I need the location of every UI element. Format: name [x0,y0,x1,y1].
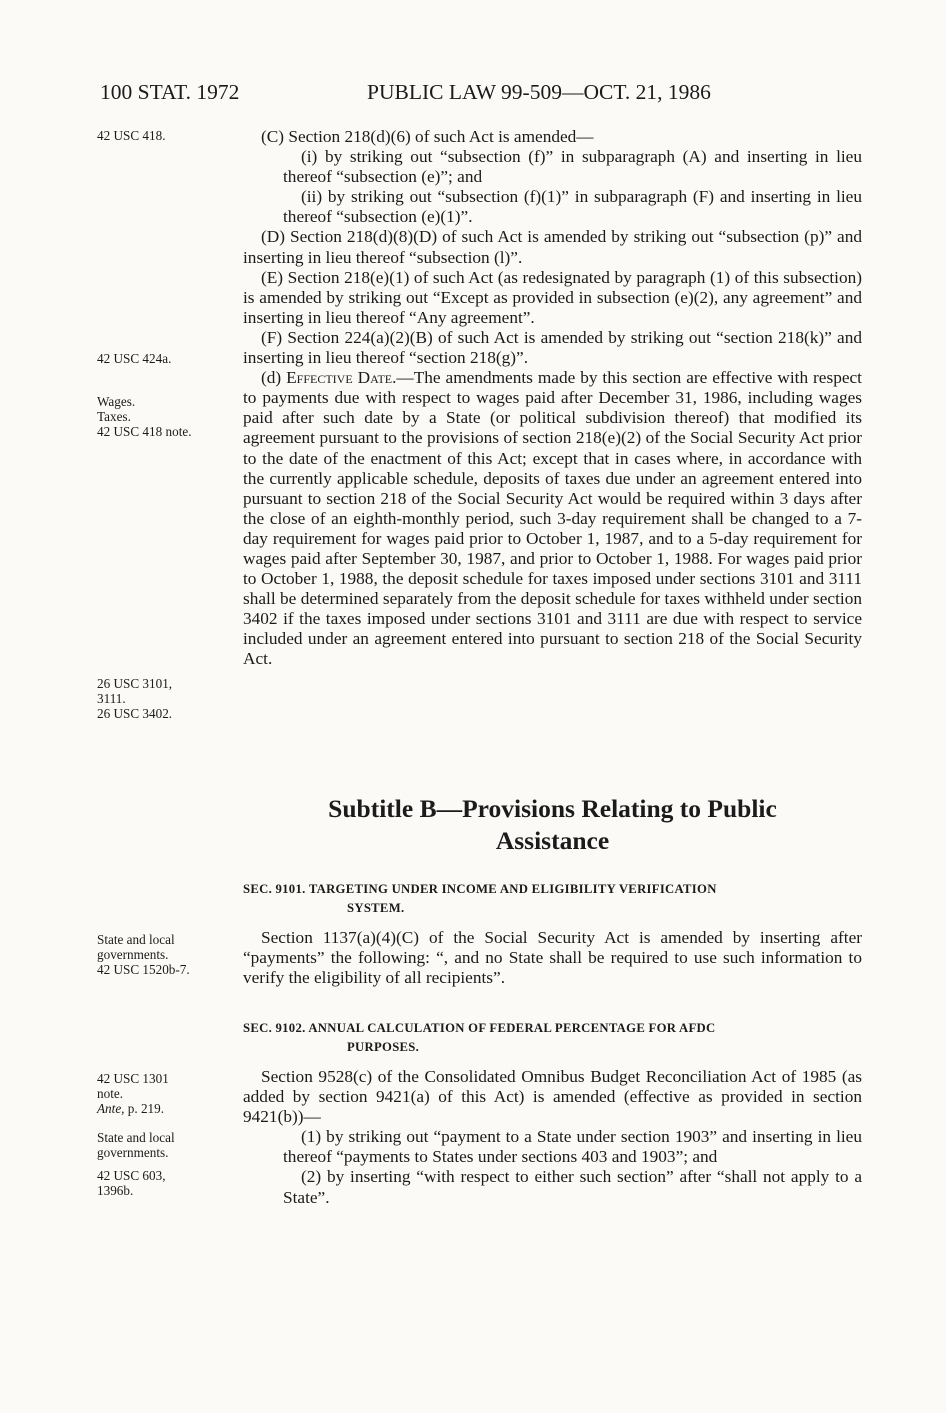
section-9101-heading [243,880,862,918]
stat-page-number: 100 STAT. 1972 [100,80,240,104]
margin-note-text: 42 USC 1301 [97,1071,169,1086]
margin-note-italic: Ante, [97,1101,125,1116]
margin-note-state-local-1 [97,932,227,977]
paragraph-e: (E) Section 218(e)(1) of such Act (as redesignated by paragraph (1) of this subsection) is amended by striking out “Except as provided in subsection (e)(2), any agreement” and inserting in lieu thereof “Any agreement”. [243,267,862,327]
subsection-effective-date [243,368,862,669]
margin-note-text: 42 USC 1520b-7. [97,962,190,977]
margin-note-42usc603 [97,1168,227,1198]
margin-note-26usc [97,676,227,721]
margin-note-state-local-2 [97,1130,227,1160]
margin-note-text: State and local [97,932,175,947]
margin-note-text: Wages. [97,394,136,409]
margin-note-42usc424a [97,351,227,366]
section-9101-text: Section 1137(a)(4)(C) of the Social Security Act is amended by inserting after “payments” the following: “, and no State shall be required to use such information to verify the eligibility of all recipients”. [243,928,862,988]
page-header [100,80,860,114]
section-9102-body [243,1067,862,1208]
section-9102-para-2: (2) by inserting “with respect to either such section” after “shall not apply to a State”. [283,1167,862,1207]
subtitle-line: Assistance [495,826,610,855]
margin-note-text: State and local [97,1130,175,1145]
section-9101-body [243,928,862,988]
subtitle-heading [243,793,862,857]
margin-note-text: 42 USC 424a. [97,351,172,366]
statute-body [243,127,862,670]
public-law-title: PUBLIC LAW 99-509—OCT. 21, 1986 [367,80,711,104]
subsection-label: (d) [261,368,287,388]
paragraph-d: (D) Section 218(d)(8)(D) of such Act is amended by striking out “subsection (p)” and inserting in lieu thereof “subsection (l)”. [243,227,862,267]
margin-note-wages-taxes [97,394,227,439]
margin-note-text: 26 USC 3101, [97,676,173,691]
paragraph-f: (F) Section 224(a)(2)(B) of such Act is amended by striking out “section 218(k)” and inserting in lieu thereof “section 218(g)”. [243,327,862,368]
clause-c-i: (i) by striking out “subsection (f)” in subparagraph (A) and inserting in lieu thereof “subsection (e)”; and [283,147,862,187]
margin-note-text: Taxes. [97,409,131,424]
margin-note-text: 42 USC 418. [97,128,166,143]
clause-c-ii: (ii) by striking out “subsection (f)(1)” in subparagraph (F) and inserting in lieu thereof “subsection (e)(1)”. [283,187,862,227]
section-9102-text: Section 9528(c) of the Consolidated Omnibus Budget Reconciliation Act of 1985 (as added by section 9421(a) of this Act) is amended (effective as provided in section 9421(b))— [243,1067,862,1127]
margin-note-text: governments. [97,947,169,962]
effective-date-text: .—The amendments made by this section are effective with respect to payments due with respect to wages paid after December 31, 1986, including wages paid after such date by a State (or political subdivision thereof) that modified its agreement pursuant to the provisions of section 218(e)(2) of the Social Security Act prior to the date of the enactment of this Act; except that in cases where, in accordance with the currently applicable schedule, deposits of taxes due under an agreement entered into pursuant to section 218 of the Social Security Act would be required within 3 days after the close of an eighth-monthly period, such 3-day requirement shall be changed to a 7-day requirement for wages paid prior to October 1, 1987, and to a 5-day requirement for wages paid after September 30, 1987, and prior to October 1, 1988. For wages paid prior to October 1, 1988, the deposit schedule for taxes imposed under sections 3101 and 3111 shall be determined separately from the deposit schedule for taxes withheld under section 3402 if the taxes imposed under sections 3101 and 3111 are due with respect to service included under an agreement entered into pursuant to section 218 of the Social Security Act. [243,368,862,669]
section-heading-line: SYSTEM. [347,901,405,915]
margin-note-text: note. [97,1086,124,1101]
margin-note-page: p. 219. [124,1101,165,1116]
margin-note-42usc1301 [97,1071,227,1116]
section-heading-line: PURPOSES. [347,1040,420,1054]
margin-note-text: 42 USC 603, [97,1168,166,1183]
margin-note-text: governments. [97,1145,169,1160]
effective-date-heading: Effective Date [286,368,393,388]
margin-note-text: 26 USC 3402. [97,706,173,721]
margin-note-text: 42 USC 418 note. [97,424,192,439]
section-heading-line: SEC. 9101. TARGETING UNDER INCOME AND ELIGIBILITY VERIFICATION [243,882,717,896]
section-heading-line: SEC. 9102. ANNUAL CALCULATION OF FEDERAL PERCENTAGE FOR AFDC [243,1021,716,1035]
subtitle-line: Subtitle B—Provisions Relating to Public [328,794,777,823]
section-9102-para-1: (1) by striking out “payment to a State under section 1903” and inserting in lieu thereof “payments to States under sections 403 and 1903”; and [283,1127,862,1167]
margin-note-text: 3111. [97,691,126,706]
section-9102-heading [243,1019,862,1057]
margin-note-text: 1396b. [97,1183,134,1198]
margin-note-text [97,1101,227,1116]
margin-note-42usc418 [97,128,227,143]
paragraph-c: (C) Section 218(d)(6) of such Act is amended— [261,127,594,146]
